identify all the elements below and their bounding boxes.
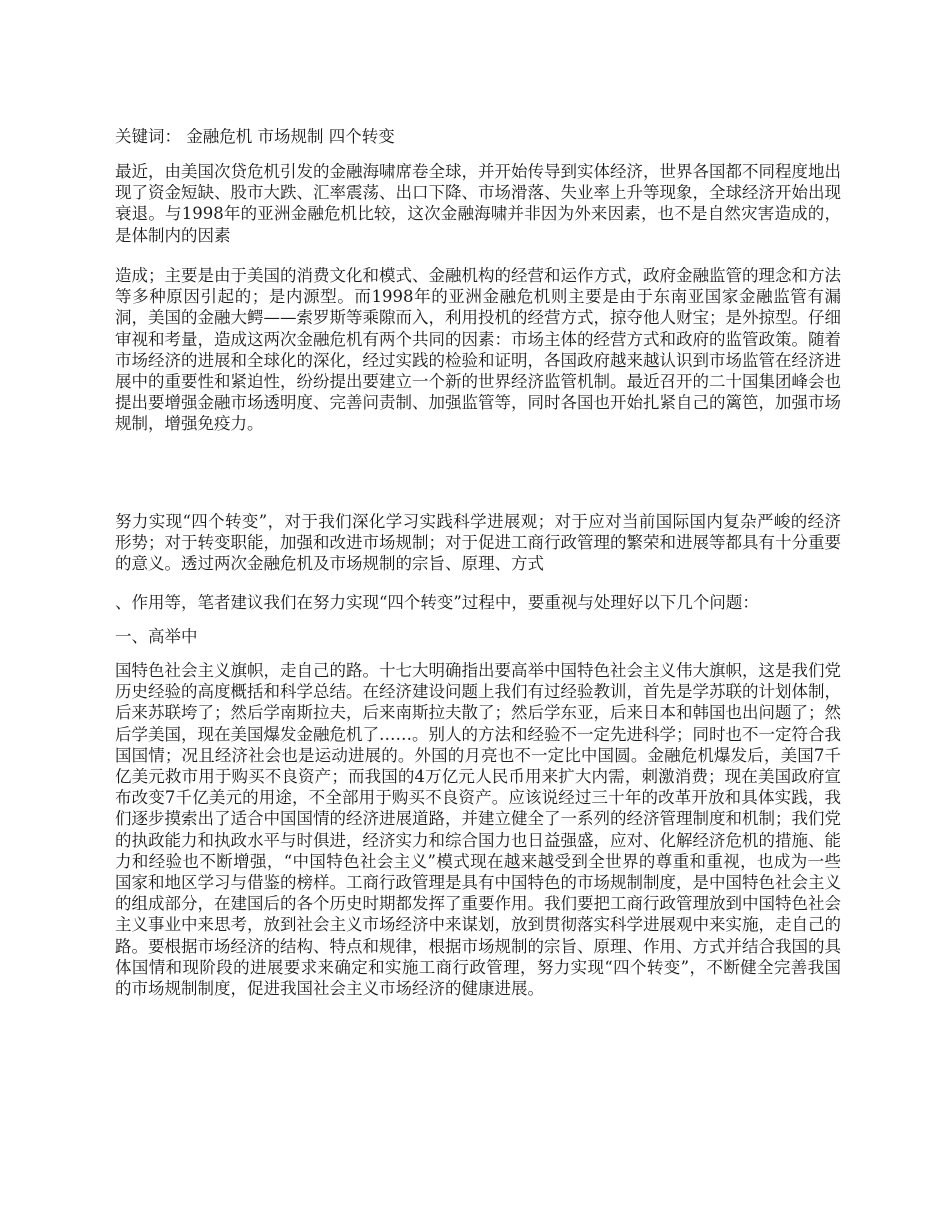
section-heading-one: 一、高举中	[115, 627, 198, 646]
keywords-line: 关键词： 金融危机 市场规制 四个转变	[115, 127, 395, 146]
paragraph-causes: 造成；主要是由于美国的消费文化和模式、金融机构的经营和运作方式，政府金融监管的理念和方法等多种原因引起的；是内源型。而1998年的亚洲金融危机则主要是由于东南亚国家金融监管有漏洞，美国的金融大鳄——索罗斯等乘隙而入，利用投机的经营方式，掠夺他人财宝；是外掠型。仔细审视和考量，造成这两次金融危机有两个共同的因素：市场主体的经营方式和政府的监管政策。随着市场经济的进展和全球化的深化，经过实践的检验和证明，各国政府越来越认识到市场监管在经济进展中的重要性和紧迫性，纷纷提出要建立一个新的世界经济监管机制。最近召开的二十国集团峰会也提出要增强金融市场透明度、完善问责制、加强监管等，同时各国也开始扎紧自己的篱笆，加强市场规制，增强免疫力。	[115, 266, 841, 434]
paragraph-section-one-body: 国特色社会主义旗帜，走自己的路。十七大明确指出要高举中国特色社会主义伟大旗帜，这是我们党历史经验的高度概括和科学总结。在经济建设问题上我们有过经验教训，首先是学苏联的计划体制，后来苏联垮了；然后学南斯拉夫，后来南斯拉夫散了；然后学东亚，后来日本和韩国也出问题了；然后学美国，现在美国爆发金融危机了……。别人的方法和经验不一定先进科学；同时也不一定符合我国国情；况且经济社会也是运动进展的。外国的月亮也不一定比中国圆。金融危机爆发后，美国7千亿美元救市用于购买不良资产；而我国的4万亿元人民币用来扩大内需，刺激消费；现在美国政府宣布改变7千亿美元的用途，不全部用于购买不良资产。应该说经过三十年的改革开放和具体实践，我们逐步摸索出了适合中国国情的经济进展道路，并建立健全了一系列的经济管理制度和机制；我们党的执政能力和执政水平与时俱进，经济实力和综合国力也日益强盛，应对、化解经济危机的措施、能力和经验也不断增强，“中国特色社会主义”模式现在越来越受到全世界的尊重和重视，也成为一些国家和地区学习与借鉴的榜样。工商行政管理是具有中国特色的市场规制制度，是中国特色社会主义的组成部分，在建国后的各个历史时期都发挥了重要作用。我们要把工商行政管理放到中国特色社会主义事业中来思考，放到社会主义市场经济中来谋划，放到贯彻落实科学进展观中来实施，走自己的路。要根据市场经济的结构、特点和规律，根据市场规制的宗旨、原理、作用、方式并结合我国的具体国情和现阶段的进展要求来确定和实施工商行政管理，努力实现“四个转变”，不断健全完善我国的市场规制制度，促进我国社会主义市场经济的健康进展。	[115, 661, 841, 999]
paragraph-suggestions: 、作用等，笔者建议我们在努力实现“四个转变”过程中，要重视与处理好以下几个问题：	[115, 593, 759, 612]
paragraph-four-transformations: 努力实现“四个转变”，对于我们深化学习实践科学进展观；对于应对当前国际国内复杂严峻的经济形势；对于转变职能，加强和改进市场规制；对于促进工商行政管理的繁荣和进展等都具有十分重要的意义。透过两次金融危机及市场规制的宗旨、原理、方式	[115, 512, 841, 574]
paragraph-intro: 最近，由美国次贷危机引发的金融海啸席卷全球，并开始传导到实体经济，世界各国都不同程度地出现了资金短缺、股市大跌、汇率震荡、出口下降、市场滑落、失业率上升等现象，全球经济开始出现衰退。与1998年的亚洲金融危机比较，这次金融海啸并非因为外来因素，也不是自然灾害造成的，是体制内的因素	[115, 162, 841, 245]
